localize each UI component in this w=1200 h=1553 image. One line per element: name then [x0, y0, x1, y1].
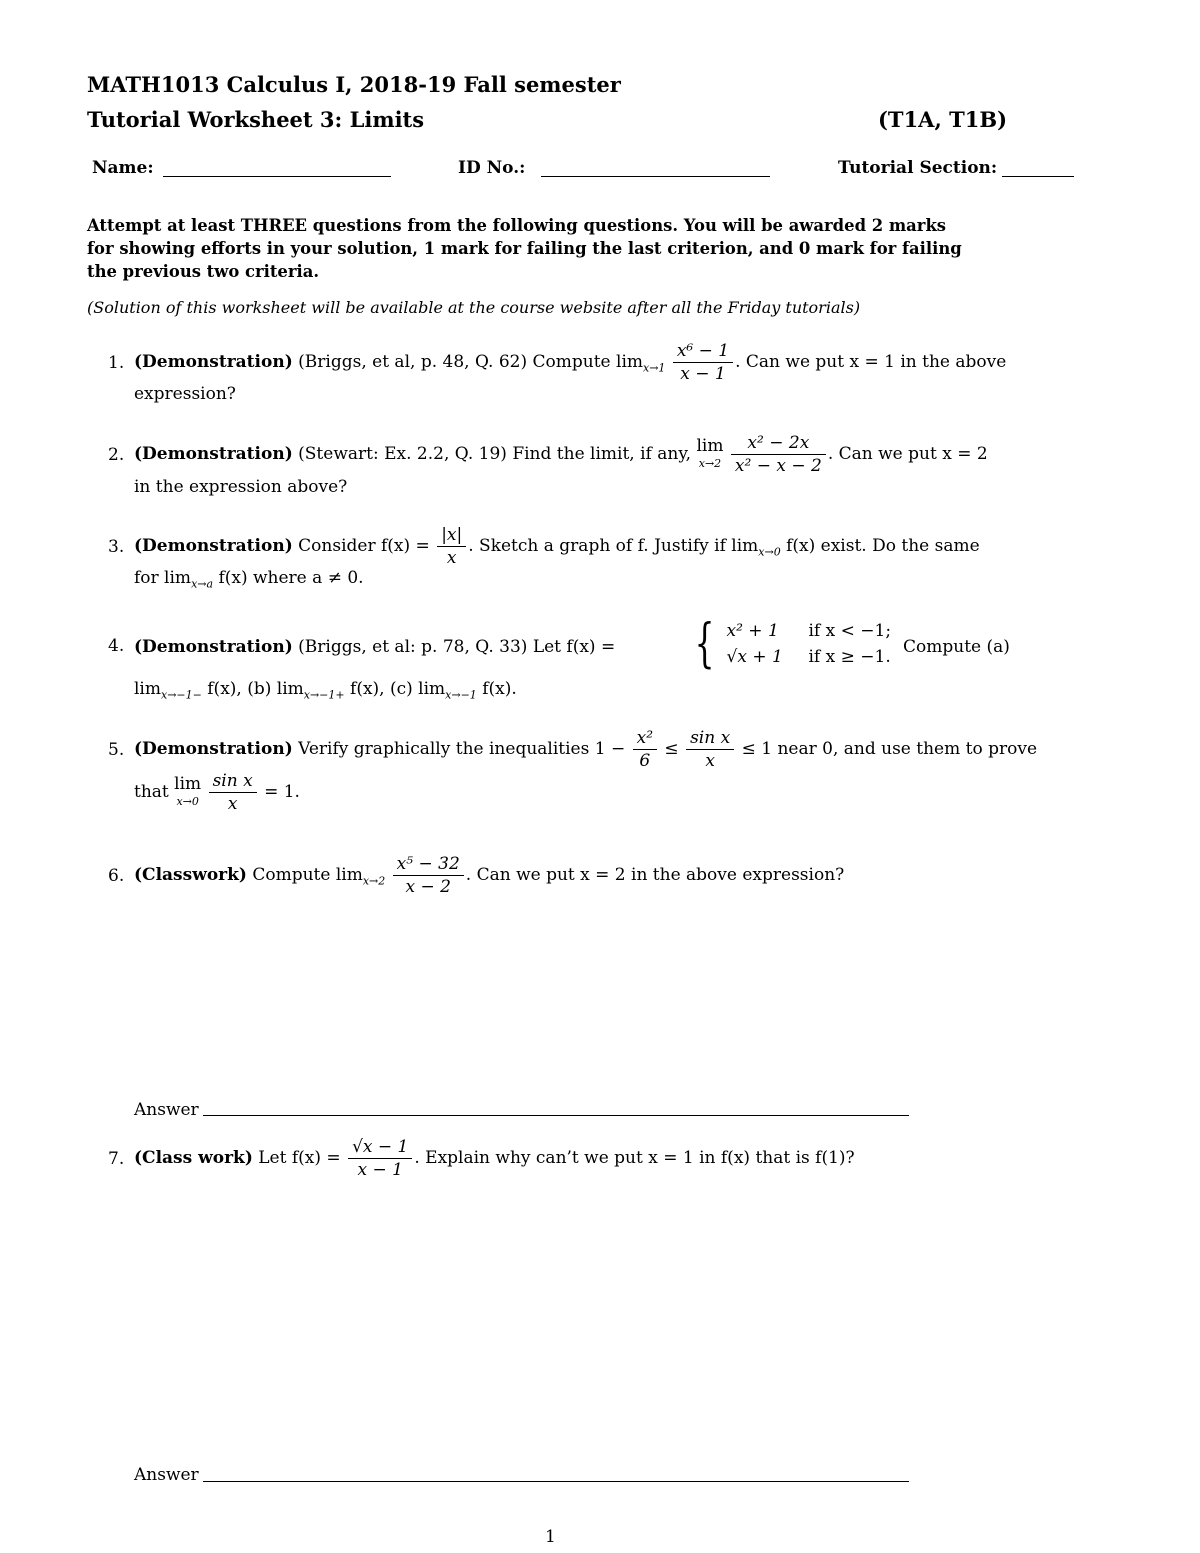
- name-label: Name:: [92, 158, 154, 178]
- q6-limit-sub: x→2: [362, 874, 386, 888]
- q1-text-c: expression?: [134, 384, 236, 404]
- q4-text-c: lim: [134, 679, 161, 699]
- solution-note: (Solution of this worksheet will be available at the course website after all the Friday tutorials): [87, 298, 861, 317]
- q4-number: 4.: [108, 636, 125, 656]
- q6-denominator: x − 2: [405, 877, 451, 897]
- q5-lim-word: lim: [174, 773, 202, 794]
- q5-text-a: Verify graphically the inequalities 1 −: [298, 739, 626, 759]
- q3-text-a: Consider f(x) =: [298, 536, 430, 556]
- q5-number: 5.: [108, 740, 125, 760]
- q4-brace: {: [694, 614, 715, 674]
- tutorial-sections: (T1A, T1B): [878, 107, 1008, 132]
- q3-denominator: x: [446, 548, 457, 568]
- q7-denominator: x − 1: [357, 1160, 403, 1180]
- question-5: [134, 727, 1037, 772]
- q4-limit-sub-b: x→−1+: [303, 688, 345, 702]
- q4-text-a: (Briggs, et al: p. 78, Q. 33) Let f(x) =: [298, 637, 616, 657]
- q5-numerator-2: sin x: [686, 727, 734, 750]
- q7-text-b: . Explain why can’t we put x = 1 in f(x) that is f(1)?: [414, 1148, 855, 1168]
- q4-text-e: f(x), (c) lim: [344, 679, 446, 699]
- course-title: MATH1013 Calculus I, 2018-19 Fall semester: [87, 72, 621, 97]
- q5-numerator-3: sin x: [209, 770, 257, 793]
- q2-numerator: x² − 2x: [731, 432, 826, 455]
- q4-text-b: Compute (a): [903, 637, 1010, 657]
- answer-label-2: Answer: [134, 1465, 199, 1485]
- q1-number: 1.: [108, 353, 125, 373]
- q3-line-2: [134, 567, 364, 595]
- q2-limit: [696, 437, 723, 473]
- q5-numerator-1: x²: [633, 727, 657, 750]
- q7-numerator: √x − 1: [348, 1136, 412, 1159]
- q5-fraction-2: [686, 727, 734, 772]
- q4-text-d: f(x), (b) lim: [201, 679, 304, 699]
- q5-fraction-1: [633, 727, 657, 772]
- q5-fraction-3: [209, 770, 257, 815]
- q2-tag: (Demonstration): [134, 444, 293, 464]
- q2-limit-sub: x→2: [698, 456, 722, 470]
- q1-text-a: (Briggs, et al, p. 48, Q. 62) Compute lim: [298, 352, 643, 372]
- instructions-line-3: the previous two criteria.: [87, 262, 320, 281]
- q1-limit-sub: x→1: [643, 361, 666, 375]
- q4-piecewise: [688, 614, 892, 674]
- q1-text-b: . Can we put x = 1 in the above: [735, 352, 1007, 372]
- q4-case-2-expr: √x + 1: [726, 647, 783, 667]
- q1-denominator: x − 1: [680, 364, 726, 384]
- q1-fraction: [673, 340, 733, 385]
- page-number: 1: [545, 1527, 556, 1547]
- worksheet-title: Tutorial Worksheet 3: Limits: [87, 107, 425, 132]
- q1-tag: (Demonstration): [134, 352, 293, 372]
- q2-text-c: in the expression above?: [134, 477, 348, 497]
- q5-text-b: ≤ 1 near 0, and use them to prove: [741, 739, 1038, 759]
- q2-lim-word: lim: [696, 435, 724, 456]
- instructions-line-2: for showing efforts in your solution, 1 mark for failing the last criterion, and 0 mark for failing: [87, 239, 962, 258]
- q5-denominator-3: x: [227, 794, 238, 814]
- q4-limit-sub-c: x→−1: [445, 688, 477, 702]
- q5-text-d: = 1.: [264, 782, 300, 802]
- q7-text-a: Let f(x) =: [258, 1148, 341, 1168]
- q6-number: 6.: [108, 866, 125, 886]
- q5-leq: ≤: [664, 739, 679, 759]
- q2-number: 2.: [108, 445, 125, 465]
- q4-text-f: f(x).: [476, 679, 517, 699]
- q5-denominator-2: x: [705, 751, 715, 771]
- q5-denominator-1: 6: [639, 751, 651, 771]
- q2-fraction: [731, 432, 826, 477]
- q2-text-a: (Stewart: Ex. 2.2, Q. 19) Find the limit, if any,: [298, 444, 692, 464]
- question-3: [134, 524, 980, 569]
- q3-text-b: . Sketch a graph of f. Justify if lim: [468, 536, 759, 556]
- q3-number: 3.: [108, 537, 125, 557]
- q2-text-b: . Can we put x = 2: [827, 444, 988, 464]
- question-6: [134, 853, 844, 898]
- q6-fraction: [393, 853, 464, 898]
- q6-text-a: Compute lim: [252, 865, 363, 885]
- q7-number: 7.: [108, 1149, 125, 1169]
- q5-text-c: that: [134, 782, 169, 802]
- q3-text-e: f(x) where a ≠ 0.: [213, 568, 364, 588]
- q3-limit-sub-1: x→0: [758, 545, 781, 559]
- q5-line-2: [134, 770, 300, 815]
- q1-numerator: x⁶ − 1: [673, 340, 733, 363]
- id-label: ID No.:: [458, 158, 526, 178]
- q2-denominator: x² − x − 2: [734, 456, 822, 476]
- question-7: [134, 1136, 855, 1181]
- question-2: [134, 432, 988, 477]
- section-field[interactable]: [1002, 176, 1074, 177]
- q6-tag: (Classwork): [134, 865, 247, 885]
- instructions-line-1: Attempt at least THREE questions from the following questions. You will be awarded 2 marks: [87, 216, 947, 235]
- q3-numerator: |x|: [437, 524, 466, 547]
- q4-limit-sub-a: x→−1−: [161, 688, 202, 702]
- question-1: [134, 340, 1006, 385]
- answer-label-1: Answer: [134, 1100, 199, 1120]
- section-label: Tutorial Section:: [838, 158, 998, 178]
- answer-line-2[interactable]: [203, 1481, 909, 1482]
- q3-tag: (Demonstration): [134, 536, 293, 556]
- q4-cases: [727, 618, 892, 670]
- q7-fraction: [348, 1136, 412, 1181]
- q4-case-2-cond: if x ≥ −1.: [808, 647, 891, 667]
- q6-text-b: . Can we put x = 2 in the above expression?: [465, 865, 845, 885]
- q3-text-c: f(x) exist. Do the same: [780, 536, 980, 556]
- q4-line-2: [134, 678, 517, 706]
- q4-case-1-cond: if x < −1;: [808, 621, 892, 641]
- q6-numerator: x⁵ − 32: [393, 853, 464, 876]
- q7-tag: (Class work): [134, 1148, 253, 1168]
- q3-fraction: [437, 524, 466, 569]
- q3-limit-sub-2: x→a: [191, 577, 214, 591]
- q4-tag: (Demonstration): [134, 637, 293, 657]
- name-field[interactable]: [163, 176, 391, 177]
- question-4: [134, 636, 615, 658]
- q5-limit-sub: x→0: [176, 794, 199, 808]
- q4-case-1-expr: x² + 1: [726, 621, 779, 641]
- q3-text-d: for lim: [134, 568, 192, 588]
- q5-tag: (Demonstration): [134, 739, 293, 759]
- answer-line-1[interactable]: [203, 1115, 909, 1116]
- q5-limit: [174, 775, 201, 811]
- id-field[interactable]: [541, 176, 770, 177]
